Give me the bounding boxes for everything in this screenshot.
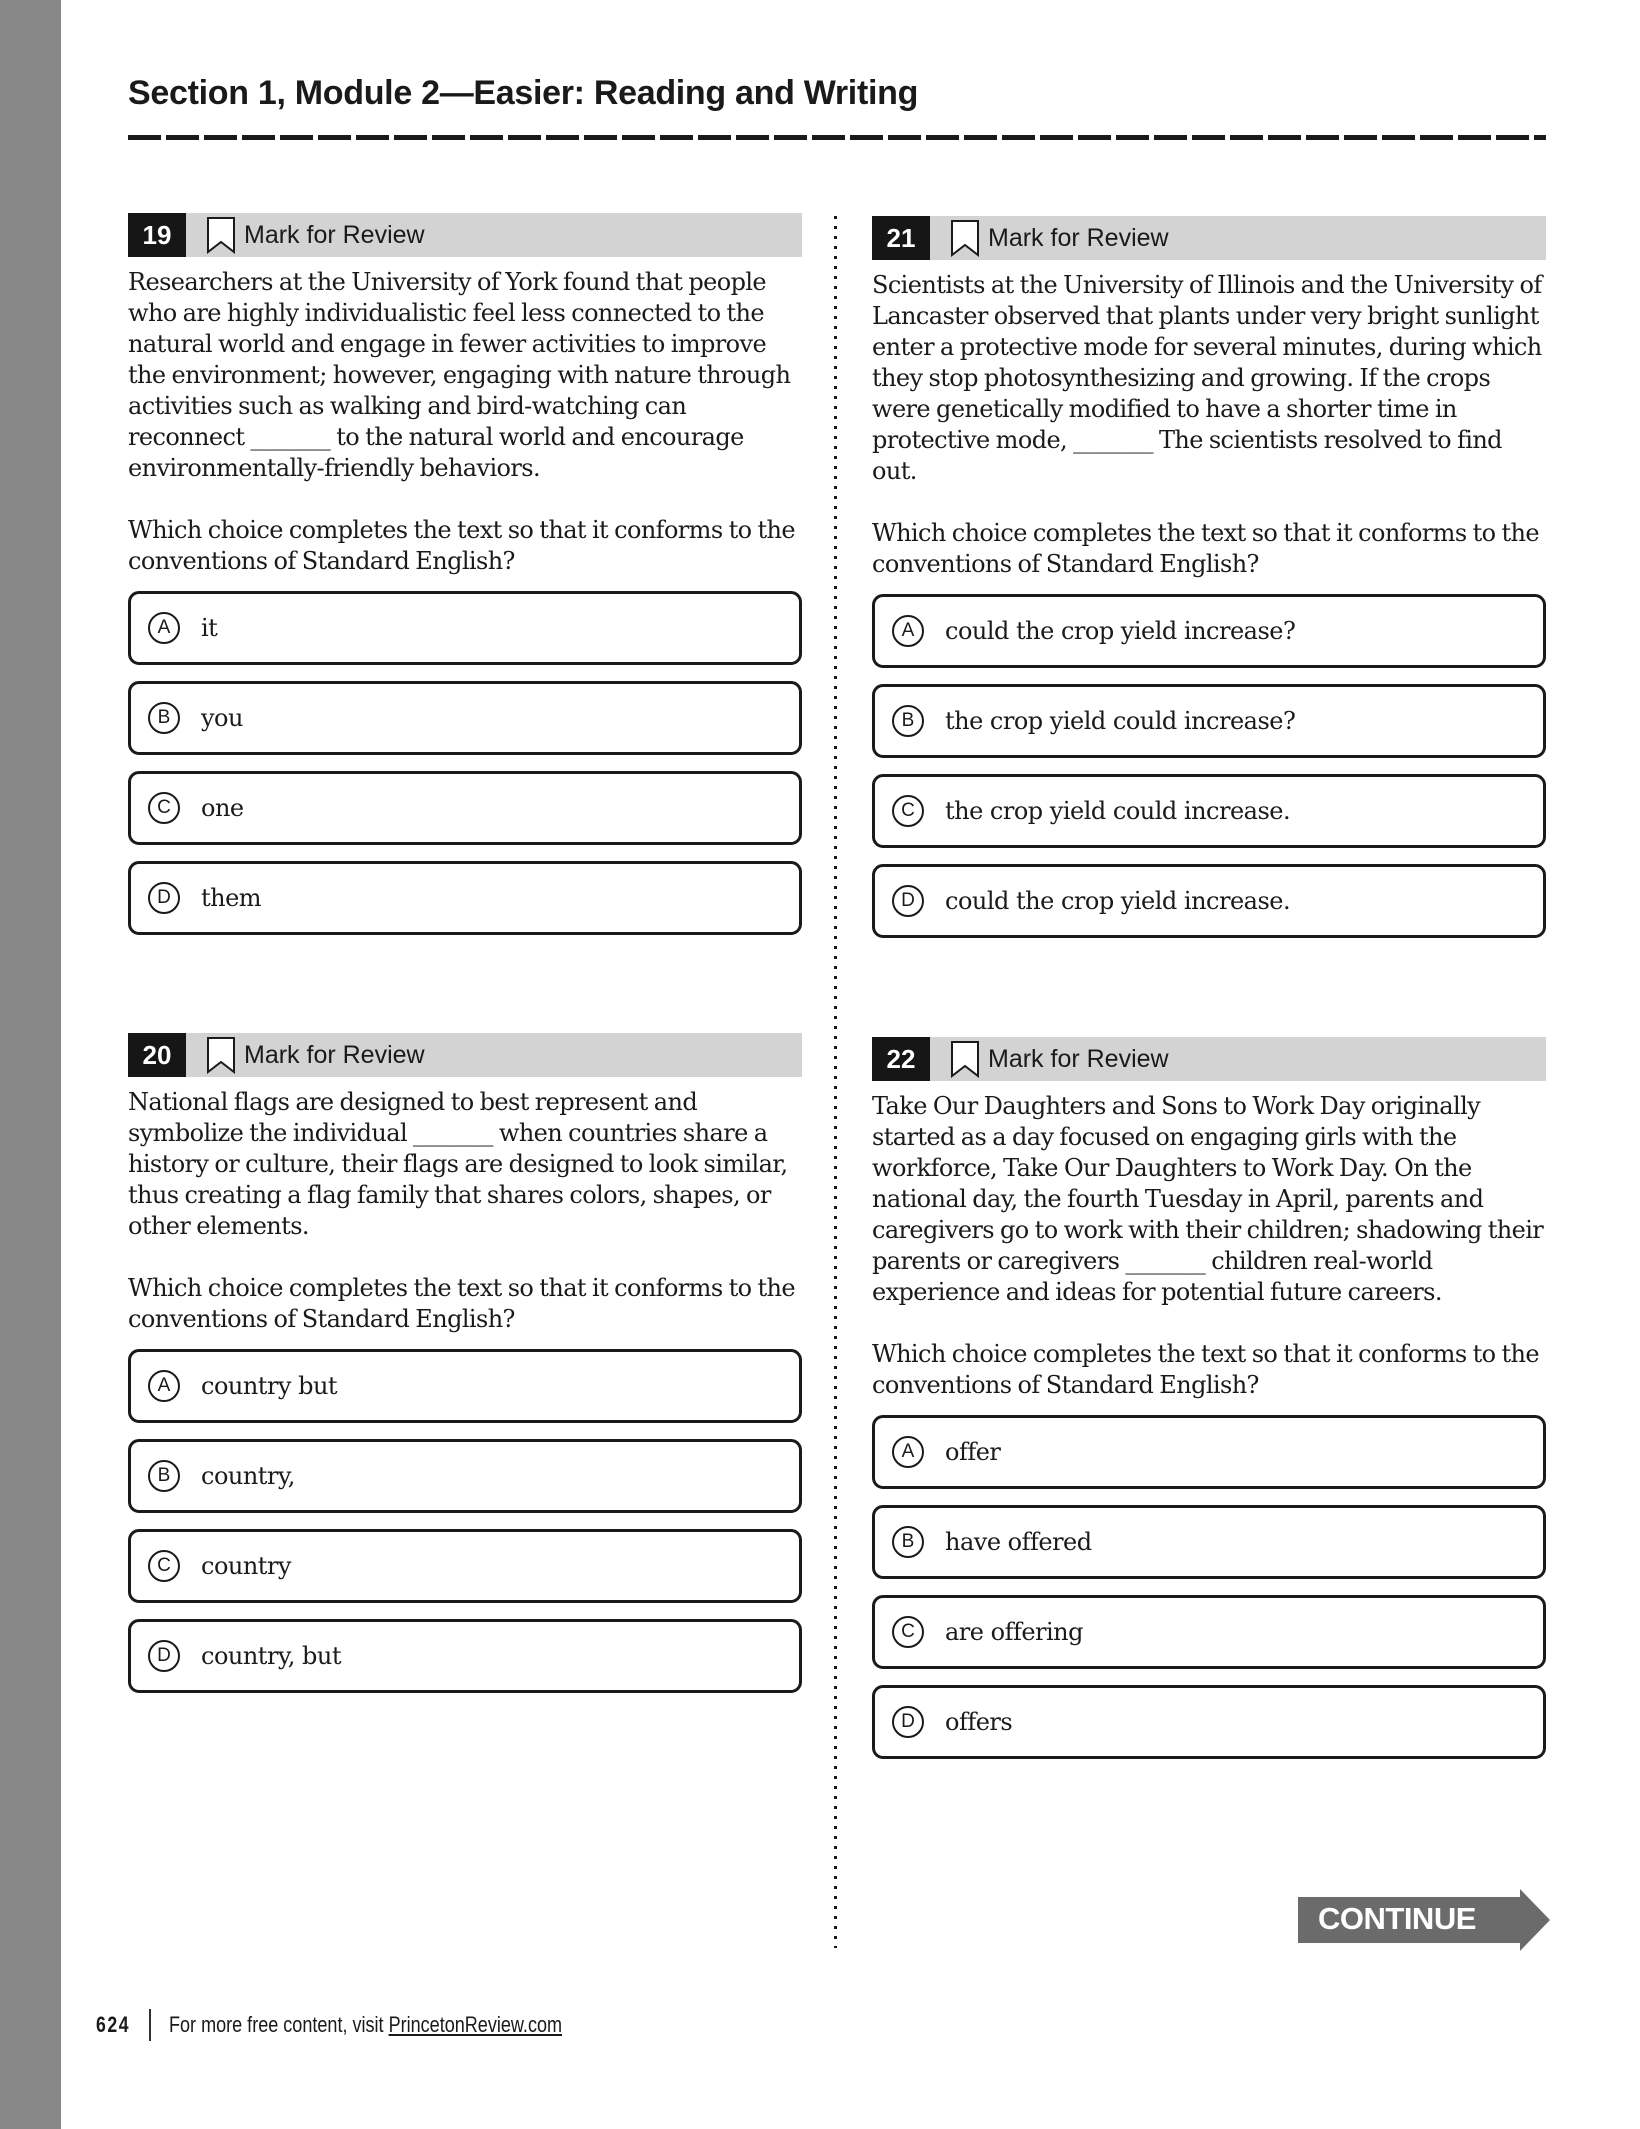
question-number: 21 — [872, 216, 930, 260]
bookmark-icon[interactable] — [206, 1036, 236, 1074]
answer-option-b[interactable] — [128, 1439, 802, 1513]
option-text: one — [201, 794, 244, 822]
option-letter-circle: A — [148, 1370, 180, 1402]
footer-message: For more free content, visit — [168, 2012, 389, 2037]
option-letter-circle: C — [892, 1616, 924, 1648]
answer-option-c[interactable] — [872, 774, 1546, 848]
option-letter-circle: A — [148, 612, 180, 644]
option-letter-circle: B — [148, 702, 180, 734]
option-text: offer — [945, 1438, 1001, 1466]
option-text: offers — [945, 1708, 1013, 1736]
answer-option-b[interactable] — [872, 1505, 1546, 1579]
option-text: the crop yield could increase. — [945, 797, 1291, 825]
option-letter-circle: D — [892, 885, 924, 917]
option-text: you — [201, 704, 243, 732]
question-header — [872, 216, 1546, 260]
option-text: could the crop yield increase. — [945, 887, 1291, 915]
option-letter-circle: B — [892, 1526, 924, 1558]
continue-button[interactable] — [1298, 1889, 1552, 1951]
answer-option-a[interactable] — [872, 1415, 1546, 1489]
question-prompt: Which choice completes the text so that it conforms to the conventions of Standard English? — [128, 516, 796, 575]
mark-for-review-button[interactable]: Mark for Review — [988, 223, 1169, 252]
question-prompt: Which choice completes the text so that it conforms to the conventions of Standard English? — [128, 1274, 796, 1333]
answer-option-a[interactable] — [128, 1349, 802, 1423]
title-dashed-rule — [128, 135, 1546, 140]
answer-option-b[interactable] — [128, 681, 802, 755]
question-passage: Researchers at the University of York found that people who are highly individualistic feel less connected to the natural world and engage in fewer activities to improve the environment; however, engaging with nature through activities such as walking and bird-watching can reconnect _______ to the natural world and encourage environmentally-friendly behaviors. — [128, 268, 791, 482]
option-letter-circle: C — [148, 792, 180, 824]
option-letter-circle: D — [148, 1640, 180, 1672]
question-prompt: Which choice completes the text so that it conforms to the conventions of Standard English? — [872, 1340, 1540, 1399]
question-passage: Take Our Daughters and Sons to Work Day originally started as a day focused on engaging girls with the workforce, Take Our Daughters to Work Day. On the national day, the fourth Tuesday in April, parents and caregivers go to work with their children; shadowing their parents or caregivers _______ children real-world experience and ideas for potential future careers. — [872, 1092, 1544, 1306]
option-letter-circle: B — [148, 1460, 180, 1492]
answer-option-c[interactable] — [872, 1595, 1546, 1669]
option-letter-circle: D — [892, 1706, 924, 1738]
option-text: country — [201, 1552, 291, 1580]
question-number: 19 — [128, 213, 186, 257]
question-19 — [128, 213, 802, 951]
bookmark-icon[interactable] — [950, 219, 980, 257]
option-letter-circle: D — [148, 882, 180, 914]
answer-option-d[interactable] — [128, 861, 802, 935]
mark-for-review-button[interactable]: Mark for Review — [244, 1040, 425, 1069]
option-letter-circle: B — [892, 705, 924, 737]
answer-options — [872, 594, 1546, 938]
answer-option-d[interactable] — [128, 1619, 802, 1693]
question-passage: Scientists at the University of Illinois and the University of Lancaster observed that plants under very bright sunlight enter a protective mode for several minutes, during which they stop photosynthesizing and growing. If the crops were genetically modified to have a shorter time in protective mode, _______ The scientists resolved to find out. — [872, 271, 1542, 485]
continue-label: CONTINUE — [1318, 1901, 1476, 1936]
option-text: it — [201, 614, 218, 642]
footer-text — [169, 2012, 562, 2038]
answer-options — [872, 1415, 1546, 1759]
option-text: could the crop yield increase? — [945, 617, 1296, 645]
question-header — [128, 1033, 802, 1077]
question-header — [872, 1037, 1546, 1081]
option-text: have offered — [945, 1528, 1092, 1556]
question-number: 20 — [128, 1033, 186, 1077]
princeton-review-link[interactable]: PrincetonReview.com — [388, 2012, 562, 2037]
option-letter-circle: A — [892, 615, 924, 647]
page-number: 624 — [96, 2012, 131, 2037]
question-header — [128, 213, 802, 257]
mark-for-review-button[interactable]: Mark for Review — [244, 220, 425, 249]
option-text: country but — [201, 1372, 338, 1400]
option-text: them — [201, 884, 262, 912]
option-text: country, but — [201, 1642, 342, 1670]
page-footer — [96, 2007, 648, 2043]
bookmark-icon[interactable] — [950, 1040, 980, 1078]
question-20 — [128, 1033, 802, 1709]
question-number: 22 — [872, 1037, 930, 1081]
answer-option-a[interactable] — [872, 594, 1546, 668]
page-side-bar — [0, 0, 61, 2129]
answer-option-b[interactable] — [872, 684, 1546, 758]
question-22 — [872, 1037, 1546, 1775]
answer-options — [128, 591, 802, 935]
page-title: Section 1, Module 2—Easier: Reading and Writing — [128, 74, 919, 112]
column-divider — [834, 216, 837, 1948]
answer-option-d[interactable] — [872, 864, 1546, 938]
option-text: country, — [201, 1462, 295, 1490]
answer-option-c[interactable] — [128, 1529, 802, 1603]
answer-option-c[interactable] — [128, 771, 802, 845]
question-21 — [872, 216, 1546, 954]
answer-options — [128, 1349, 802, 1693]
option-letter-circle: C — [148, 1550, 180, 1582]
option-letter-circle: A — [892, 1436, 924, 1468]
question-prompt: Which choice completes the text so that it conforms to the conventions of Standard English? — [872, 519, 1540, 578]
question-passage: National flags are designed to best represent and symbolize the individual _______ when countries share a history or culture, their flags are designed to look similar, thus creating a flag family that shares colors, shapes, or other elements. — [128, 1088, 788, 1240]
option-letter-circle: C — [892, 795, 924, 827]
bookmark-icon[interactable] — [206, 216, 236, 254]
option-text: are offering — [945, 1618, 1083, 1646]
option-text: the crop yield could increase? — [945, 707, 1296, 735]
mark-for-review-button[interactable]: Mark for Review — [988, 1044, 1169, 1073]
footer-separator — [149, 2009, 151, 2041]
answer-option-a[interactable] — [128, 591, 802, 665]
answer-option-d[interactable] — [872, 1685, 1546, 1759]
